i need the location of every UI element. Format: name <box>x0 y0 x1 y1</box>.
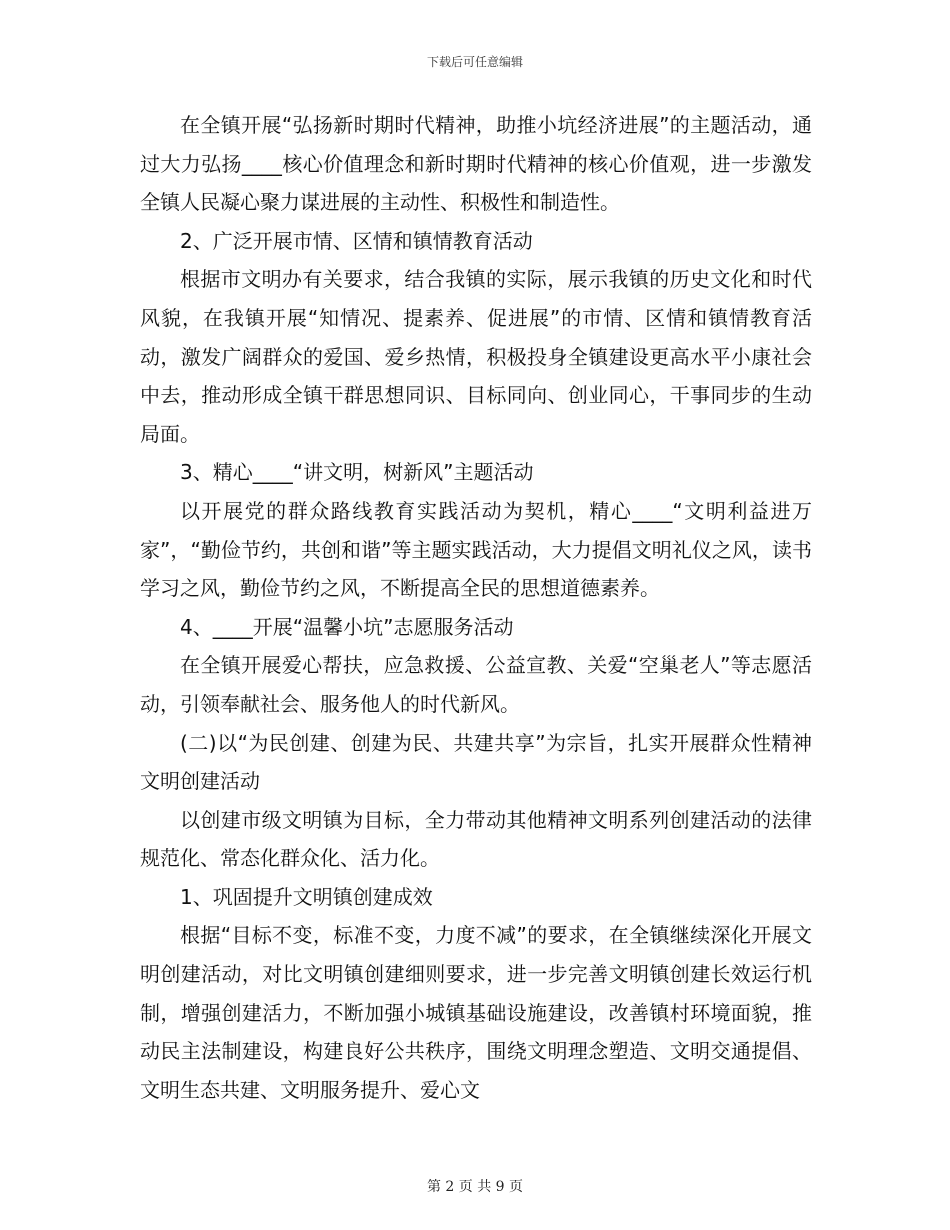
section-heading: 4、____开展“温馨小坑”志愿服务活动 <box>180 614 514 639</box>
paragraph: 在全镇开展“弘扬新时期时代精神，助推小坑经济进展”的主题活动，通过大力弘扬____核心价值理念和新时期时代精神的核心价值观，进一步激发全镇人民凝心聚力谋进展的主动性、积极性和制造性。 <box>140 113 812 215</box>
paragraph: 根据市文明办有关要求，结合我镇的实际，展示我镇的历史文化和时代风貌，在我镇开展“知情况、提素养、促进展”的市情、区情和镇情教育活动，激发广阔群众的爱国、爱乡热情，积极投身全镇建设更高水平小康社会中去，推动形成全镇干群思想同识、目标同向、创业同心，干事同步的生动局面。 <box>140 267 812 446</box>
section-heading: 3、精心____“讲文明，树新风”主题活动 <box>180 460 534 485</box>
paragraph: 在全镇开展爱心帮扶，应急救援、公益宣教、关爱“空巢老人”等志愿活动，引领奉献社会、服务他人的时代新风。 <box>140 653 812 716</box>
section-heading: 1、巩固提升文明镇创建成效 <box>180 884 433 909</box>
page-header-note: 下载后可任意编辑 <box>426 55 523 69</box>
page-number: 第 2 页 共 9 页 <box>426 1179 524 1195</box>
section-heading: (二)以“为民创建、创建为民、共建共享”为宗旨，扎实开展群众性精神文明创建活动 <box>140 730 812 794</box>
paragraph: 根据“目标不变，标准不变，力度不减”的要求，在全镇继续深化开展文明创建活动，对比文明镇创建细则要求，进一步完善文明镇创建长效运行机制，增强创建活力，不断加强小城镇基础设施建设，改善镇村环境面貌，推动民主法制建设，构建良好公共秩序，围绕文明理念塑造、文明交通提倡、文明生态共建、文明服务提升、爱心文 <box>140 923 812 1102</box>
paragraph: 以开展党的群众路线教育实践活动为契机，精心____“文明利益进万家”，“勤俭节约，共创和谐”等主题实践活动，大力提倡文明礼仪之风，读书学习之风，勤俭节约之风，不断提高全民的思想道德素养。 <box>140 498 812 601</box>
paragraph: 以创建市级文明镇为目标，全力带动其他精神文明系列创建活动的法律规范化、常态化群众化、活力化。 <box>140 807 812 871</box>
section-heading: 2、广泛开展市情、区情和镇情教育活动 <box>180 228 533 253</box>
document-body <box>140 106 812 1109</box>
